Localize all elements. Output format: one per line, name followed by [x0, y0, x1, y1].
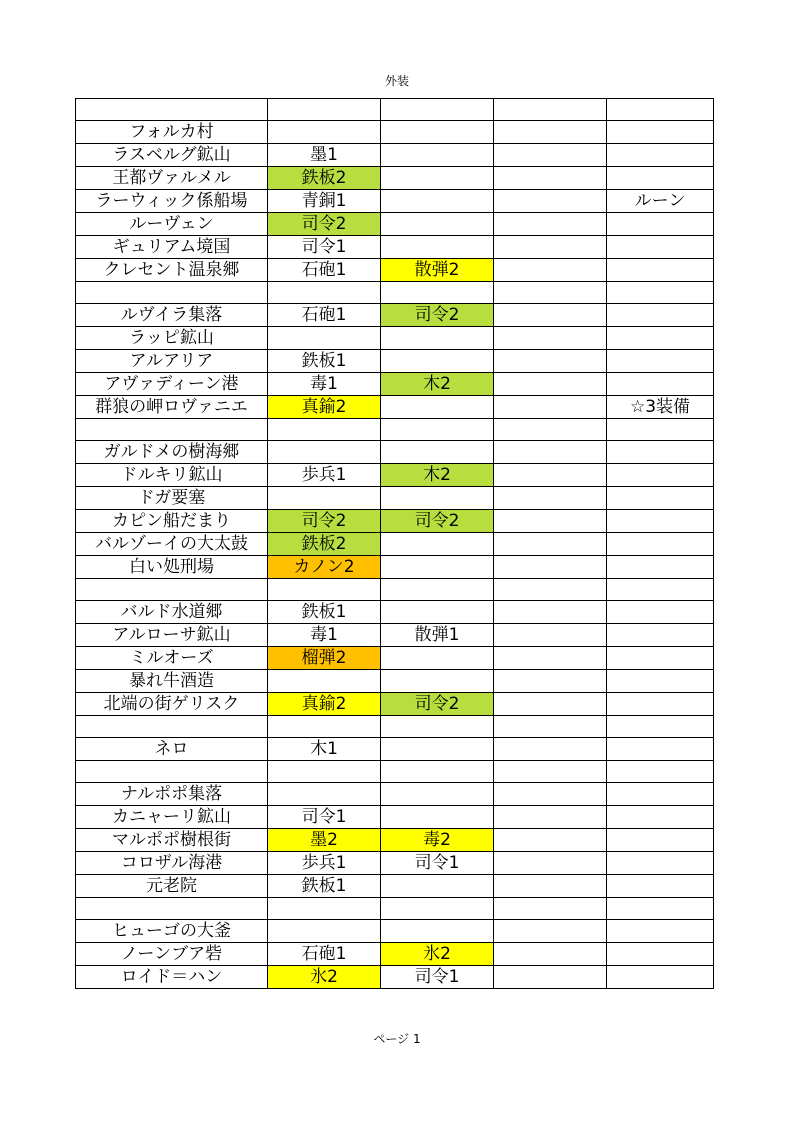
material-cell-3[interactable]	[494, 350, 607, 373]
location-cell[interactable]: 白い処刑場	[76, 556, 268, 579]
note-cell[interactable]	[607, 943, 714, 966]
material-cell-3[interactable]	[494, 396, 607, 419]
table-row	[76, 533, 714, 556]
material-cell-1[interactable]: 毒1	[268, 624, 381, 647]
material-cell-2[interactable]: 司令2	[381, 304, 494, 327]
material-cell-2[interactable]: 氷2	[381, 943, 494, 966]
material-cell-3[interactable]	[494, 693, 607, 716]
material-cell-1[interactable]: 歩兵1	[268, 464, 381, 487]
material-cell-3[interactable]	[494, 852, 607, 875]
material-cell-2[interactable]	[381, 920, 494, 943]
note-cell[interactable]	[607, 441, 714, 464]
note-cell[interactable]	[607, 761, 714, 783]
page-footer: ページ 1	[373, 1032, 421, 1046]
material-cell-3[interactable]	[494, 716, 607, 738]
location-cell[interactable]: ヒューゴの大釜	[76, 920, 268, 943]
note-cell[interactable]: ☆3装備	[607, 396, 714, 419]
material-cell-1[interactable]: 氷2	[268, 966, 381, 989]
material-cell-3[interactable]	[494, 304, 607, 327]
material-cell-3[interactable]	[494, 464, 607, 487]
location-cell[interactable]: バルゾーイの大太鼓	[76, 533, 268, 556]
table-row	[76, 282, 714, 304]
location-cell[interactable]: ナルポポ集落	[76, 783, 268, 806]
location-cell[interactable]: バルド水道郷	[76, 601, 268, 624]
material-cell-2[interactable]	[381, 601, 494, 624]
note-cell[interactable]	[607, 533, 714, 556]
material-cell-3[interactable]	[494, 556, 607, 579]
table-row	[76, 236, 714, 259]
table-row	[76, 898, 714, 920]
table-row	[76, 350, 714, 373]
location-cell[interactable]	[76, 99, 268, 121]
table-row	[76, 99, 714, 121]
material-cell-2[interactable]	[381, 144, 494, 167]
location-cell[interactable]	[76, 579, 268, 601]
material-cell-3[interactable]	[494, 282, 607, 304]
material-cell-3[interactable]	[494, 920, 607, 943]
material-cell-1[interactable]	[268, 716, 381, 738]
material-cell-2[interactable]	[381, 121, 494, 144]
note-cell[interactable]	[607, 373, 714, 396]
material-cell-2[interactable]	[381, 579, 494, 601]
material-cell-3[interactable]	[494, 236, 607, 259]
material-cell-3[interactable]	[494, 213, 607, 236]
note-cell[interactable]	[607, 259, 714, 282]
material-cell-1[interactable]: 真鍮2	[268, 693, 381, 716]
material-cell-1[interactable]: 墨2	[268, 829, 381, 852]
table-row	[76, 327, 714, 350]
table-row	[76, 510, 714, 533]
note-cell[interactable]	[607, 738, 714, 761]
material-cell-3[interactable]	[494, 144, 607, 167]
note-cell[interactable]	[607, 350, 714, 373]
material-cell-2[interactable]	[381, 556, 494, 579]
material-cell-2[interactable]	[381, 441, 494, 464]
material-cell-2[interactable]	[381, 783, 494, 806]
material-cell-1[interactable]: 鉄板2	[268, 167, 381, 190]
location-cell[interactable]: カニャーリ鉱山	[76, 806, 268, 829]
material-cell-3[interactable]	[494, 943, 607, 966]
table-row	[76, 806, 714, 829]
material-cell-2[interactable]	[381, 419, 494, 441]
material-cell-1[interactable]: 歩兵1	[268, 852, 381, 875]
table-body	[76, 99, 714, 989]
note-cell[interactable]	[607, 144, 714, 167]
location-cell[interactable]: ラスベルグ鉱山	[76, 144, 268, 167]
note-cell[interactable]	[607, 601, 714, 624]
note-cell[interactable]	[607, 510, 714, 533]
material-cell-1[interactable]	[268, 327, 381, 350]
material-cell-2[interactable]	[381, 738, 494, 761]
material-cell-3[interactable]	[494, 167, 607, 190]
material-cell-2[interactable]	[381, 806, 494, 829]
table-row	[76, 670, 714, 693]
table-row	[76, 943, 714, 966]
location-cell[interactable]: 群狼の岬ロヴァニエ	[76, 396, 268, 419]
location-cell[interactable]: 暴れ牛酒造	[76, 670, 268, 693]
table-row	[76, 852, 714, 875]
table-row	[76, 121, 714, 144]
table-row	[76, 373, 714, 396]
note-cell[interactable]	[607, 236, 714, 259]
material-cell-2[interactable]	[381, 327, 494, 350]
material-cell-3[interactable]	[494, 966, 607, 989]
note-cell[interactable]	[607, 875, 714, 898]
material-cell-2[interactable]	[381, 875, 494, 898]
table-row	[76, 144, 714, 167]
table-row	[76, 464, 714, 487]
material-cell-3[interactable]	[494, 783, 607, 806]
note-cell[interactable]	[607, 852, 714, 875]
location-cell[interactable]: ラッピ鉱山	[76, 327, 268, 350]
location-cell[interactable]: アヴァディーン港	[76, 373, 268, 396]
note-cell[interactable]	[607, 556, 714, 579]
material-cell-2[interactable]: 木2	[381, 464, 494, 487]
material-cell-1[interactable]: 司令1	[268, 236, 381, 259]
material-cell-1[interactable]	[268, 487, 381, 510]
location-cell[interactable]: 王都ヴァルメル	[76, 167, 268, 190]
location-cell[interactable]: 元老院	[76, 875, 268, 898]
material-cell-1[interactable]: 榴弾2	[268, 647, 381, 670]
location-cell[interactable]	[76, 282, 268, 304]
material-cell-1[interactable]	[268, 419, 381, 441]
material-cell-2[interactable]	[381, 487, 494, 510]
material-cell-3[interactable]	[494, 670, 607, 693]
location-cell[interactable]	[76, 419, 268, 441]
note-cell[interactable]	[607, 693, 714, 716]
material-cell-2[interactable]	[381, 282, 494, 304]
table-row	[76, 647, 714, 670]
table-row	[76, 487, 714, 510]
material-cell-3[interactable]	[494, 487, 607, 510]
note-cell[interactable]	[607, 487, 714, 510]
material-cell-3[interactable]	[494, 99, 607, 121]
material-cell-3[interactable]	[494, 647, 607, 670]
equipment-table	[75, 98, 714, 989]
location-cell[interactable]: クレセント温泉郷	[76, 259, 268, 282]
note-cell[interactable]	[607, 464, 714, 487]
location-cell[interactable]: ノーンブア砦	[76, 943, 268, 966]
material-cell-2[interactable]	[381, 236, 494, 259]
material-cell-2[interactable]	[381, 396, 494, 419]
table-row	[76, 304, 714, 327]
material-cell-1[interactable]: 司令2	[268, 510, 381, 533]
material-cell-1[interactable]	[268, 920, 381, 943]
material-cell-1[interactable]: 石砲1	[268, 304, 381, 327]
table-row	[76, 441, 714, 464]
note-cell[interactable]	[607, 213, 714, 236]
material-cell-3[interactable]	[494, 601, 607, 624]
material-cell-1[interactable]: 墨1	[268, 144, 381, 167]
table-row	[76, 716, 714, 738]
material-cell-1[interactable]: 毒1	[268, 373, 381, 396]
material-cell-1[interactable]: 鉄板1	[268, 350, 381, 373]
location-cell[interactable]: ルヴイラ集落	[76, 304, 268, 327]
material-cell-3[interactable]	[494, 373, 607, 396]
material-cell-2[interactable]	[381, 350, 494, 373]
location-cell[interactable]: ロイド＝ハン	[76, 966, 268, 989]
material-cell-3[interactable]	[494, 829, 607, 852]
material-cell-3[interactable]	[494, 875, 607, 898]
location-cell[interactable]	[76, 761, 268, 783]
material-cell-1[interactable]: 司令2	[268, 213, 381, 236]
material-cell-3[interactable]	[494, 190, 607, 213]
note-cell[interactable]	[607, 920, 714, 943]
material-cell-1[interactable]	[268, 783, 381, 806]
material-cell-2[interactable]: 司令1	[381, 852, 494, 875]
material-cell-3[interactable]	[494, 806, 607, 829]
material-cell-2[interactable]	[381, 670, 494, 693]
note-cell[interactable]	[607, 670, 714, 693]
location-cell[interactable]: コロザル海港	[76, 852, 268, 875]
location-cell[interactable]: 北端の街ゲリスク	[76, 693, 268, 716]
location-cell[interactable]: ドガ要塞	[76, 487, 268, 510]
table-row	[76, 920, 714, 943]
material-cell-1[interactable]	[268, 441, 381, 464]
location-cell[interactable]: フォルカ村	[76, 121, 268, 144]
material-cell-1[interactable]: 真鍮2	[268, 396, 381, 419]
material-cell-1[interactable]: 石砲1	[268, 943, 381, 966]
material-cell-1[interactable]	[268, 99, 381, 121]
table-row	[76, 738, 714, 761]
location-cell[interactable]: ミルオーズ	[76, 647, 268, 670]
note-cell[interactable]	[607, 121, 714, 144]
note-cell[interactable]	[607, 419, 714, 441]
location-cell[interactable]: ラーウィック係船場	[76, 190, 268, 213]
table-row	[76, 396, 714, 419]
material-cell-2[interactable]: 毒2	[381, 829, 494, 852]
table-row	[76, 875, 714, 898]
location-cell[interactable]: ガルドメの樹海郷	[76, 441, 268, 464]
note-cell[interactable]	[607, 167, 714, 190]
table-row	[76, 601, 714, 624]
location-cell[interactable]: ドルキリ鉱山	[76, 464, 268, 487]
material-cell-2[interactable]	[381, 647, 494, 670]
material-cell-2[interactable]: 司令1	[381, 966, 494, 989]
material-cell-2[interactable]: 散弾2	[381, 259, 494, 282]
material-cell-2[interactable]	[381, 761, 494, 783]
table-row	[76, 556, 714, 579]
note-cell[interactable]	[607, 716, 714, 738]
table-row	[76, 624, 714, 647]
material-cell-2[interactable]: 散弾1	[381, 624, 494, 647]
material-cell-2[interactable]: 司令2	[381, 510, 494, 533]
note-cell[interactable]	[607, 806, 714, 829]
location-cell[interactable]: アルアリア	[76, 350, 268, 373]
material-cell-3[interactable]	[494, 419, 607, 441]
note-cell[interactable]	[607, 966, 714, 989]
note-cell[interactable]: ルーン	[607, 190, 714, 213]
material-cell-3[interactable]	[494, 259, 607, 282]
note-cell[interactable]	[607, 99, 714, 121]
material-cell-1[interactable]: 司令1	[268, 806, 381, 829]
material-cell-1[interactable]: 鉄板1	[268, 875, 381, 898]
location-cell[interactable]: カピン船だまり	[76, 510, 268, 533]
table-row	[76, 190, 714, 213]
material-cell-2[interactable]	[381, 898, 494, 920]
material-cell-1[interactable]: 木1	[268, 738, 381, 761]
table-row	[76, 761, 714, 783]
table-row	[76, 783, 714, 806]
location-cell[interactable]: ギュリアム境国	[76, 236, 268, 259]
material-cell-2[interactable]	[381, 99, 494, 121]
note-cell[interactable]	[607, 829, 714, 852]
location-cell[interactable]	[76, 898, 268, 920]
material-cell-2[interactable]: 木2	[381, 373, 494, 396]
material-cell-2[interactable]	[381, 716, 494, 738]
note-cell[interactable]	[607, 579, 714, 601]
material-cell-1[interactable]	[268, 282, 381, 304]
material-cell-1[interactable]	[268, 579, 381, 601]
note-cell[interactable]	[607, 304, 714, 327]
note-cell[interactable]	[607, 624, 714, 647]
location-cell[interactable]: ネロ	[76, 738, 268, 761]
material-cell-2[interactable]	[381, 533, 494, 556]
table-row	[76, 167, 714, 190]
table-row	[76, 259, 714, 282]
note-cell[interactable]	[607, 327, 714, 350]
material-cell-1[interactable]: 石砲1	[268, 259, 381, 282]
material-cell-2[interactable]	[381, 190, 494, 213]
table-row	[76, 966, 714, 989]
table-row	[76, 213, 714, 236]
material-cell-3[interactable]	[494, 121, 607, 144]
material-cell-1[interactable]	[268, 670, 381, 693]
material-cell-3[interactable]	[494, 441, 607, 464]
table-row	[76, 829, 714, 852]
material-cell-2[interactable]	[381, 213, 494, 236]
table-row	[76, 579, 714, 601]
material-cell-3[interactable]	[494, 898, 607, 920]
location-cell[interactable]: ルーヴェン	[76, 213, 268, 236]
material-cell-3[interactable]	[494, 510, 607, 533]
material-cell-3[interactable]	[494, 624, 607, 647]
material-cell-3[interactable]	[494, 579, 607, 601]
material-cell-1[interactable]: 鉄板2	[268, 533, 381, 556]
note-cell[interactable]	[607, 282, 714, 304]
material-cell-1[interactable]: カノン2	[268, 556, 381, 579]
material-cell-1[interactable]: 鉄板1	[268, 601, 381, 624]
note-cell[interactable]	[607, 898, 714, 920]
location-cell[interactable]	[76, 716, 268, 738]
material-cell-2[interactable]: 司令2	[381, 693, 494, 716]
material-cell-2[interactable]	[381, 167, 494, 190]
material-cell-3[interactable]	[494, 738, 607, 761]
page-header: 外装	[384, 74, 409, 88]
table-row	[76, 693, 714, 716]
material-cell-1[interactable]: 青銅1	[268, 190, 381, 213]
note-cell[interactable]	[607, 647, 714, 670]
material-cell-1[interactable]	[268, 121, 381, 144]
material-cell-3[interactable]	[494, 327, 607, 350]
location-cell[interactable]: マルポポ樹根街	[76, 829, 268, 852]
note-cell[interactable]	[607, 783, 714, 806]
table-row	[76, 419, 714, 441]
material-cell-1[interactable]	[268, 898, 381, 920]
location-cell[interactable]: アルローサ鉱山	[76, 624, 268, 647]
material-cell-3[interactable]	[494, 533, 607, 556]
material-cell-3[interactable]	[494, 761, 607, 783]
material-cell-1[interactable]	[268, 761, 381, 783]
